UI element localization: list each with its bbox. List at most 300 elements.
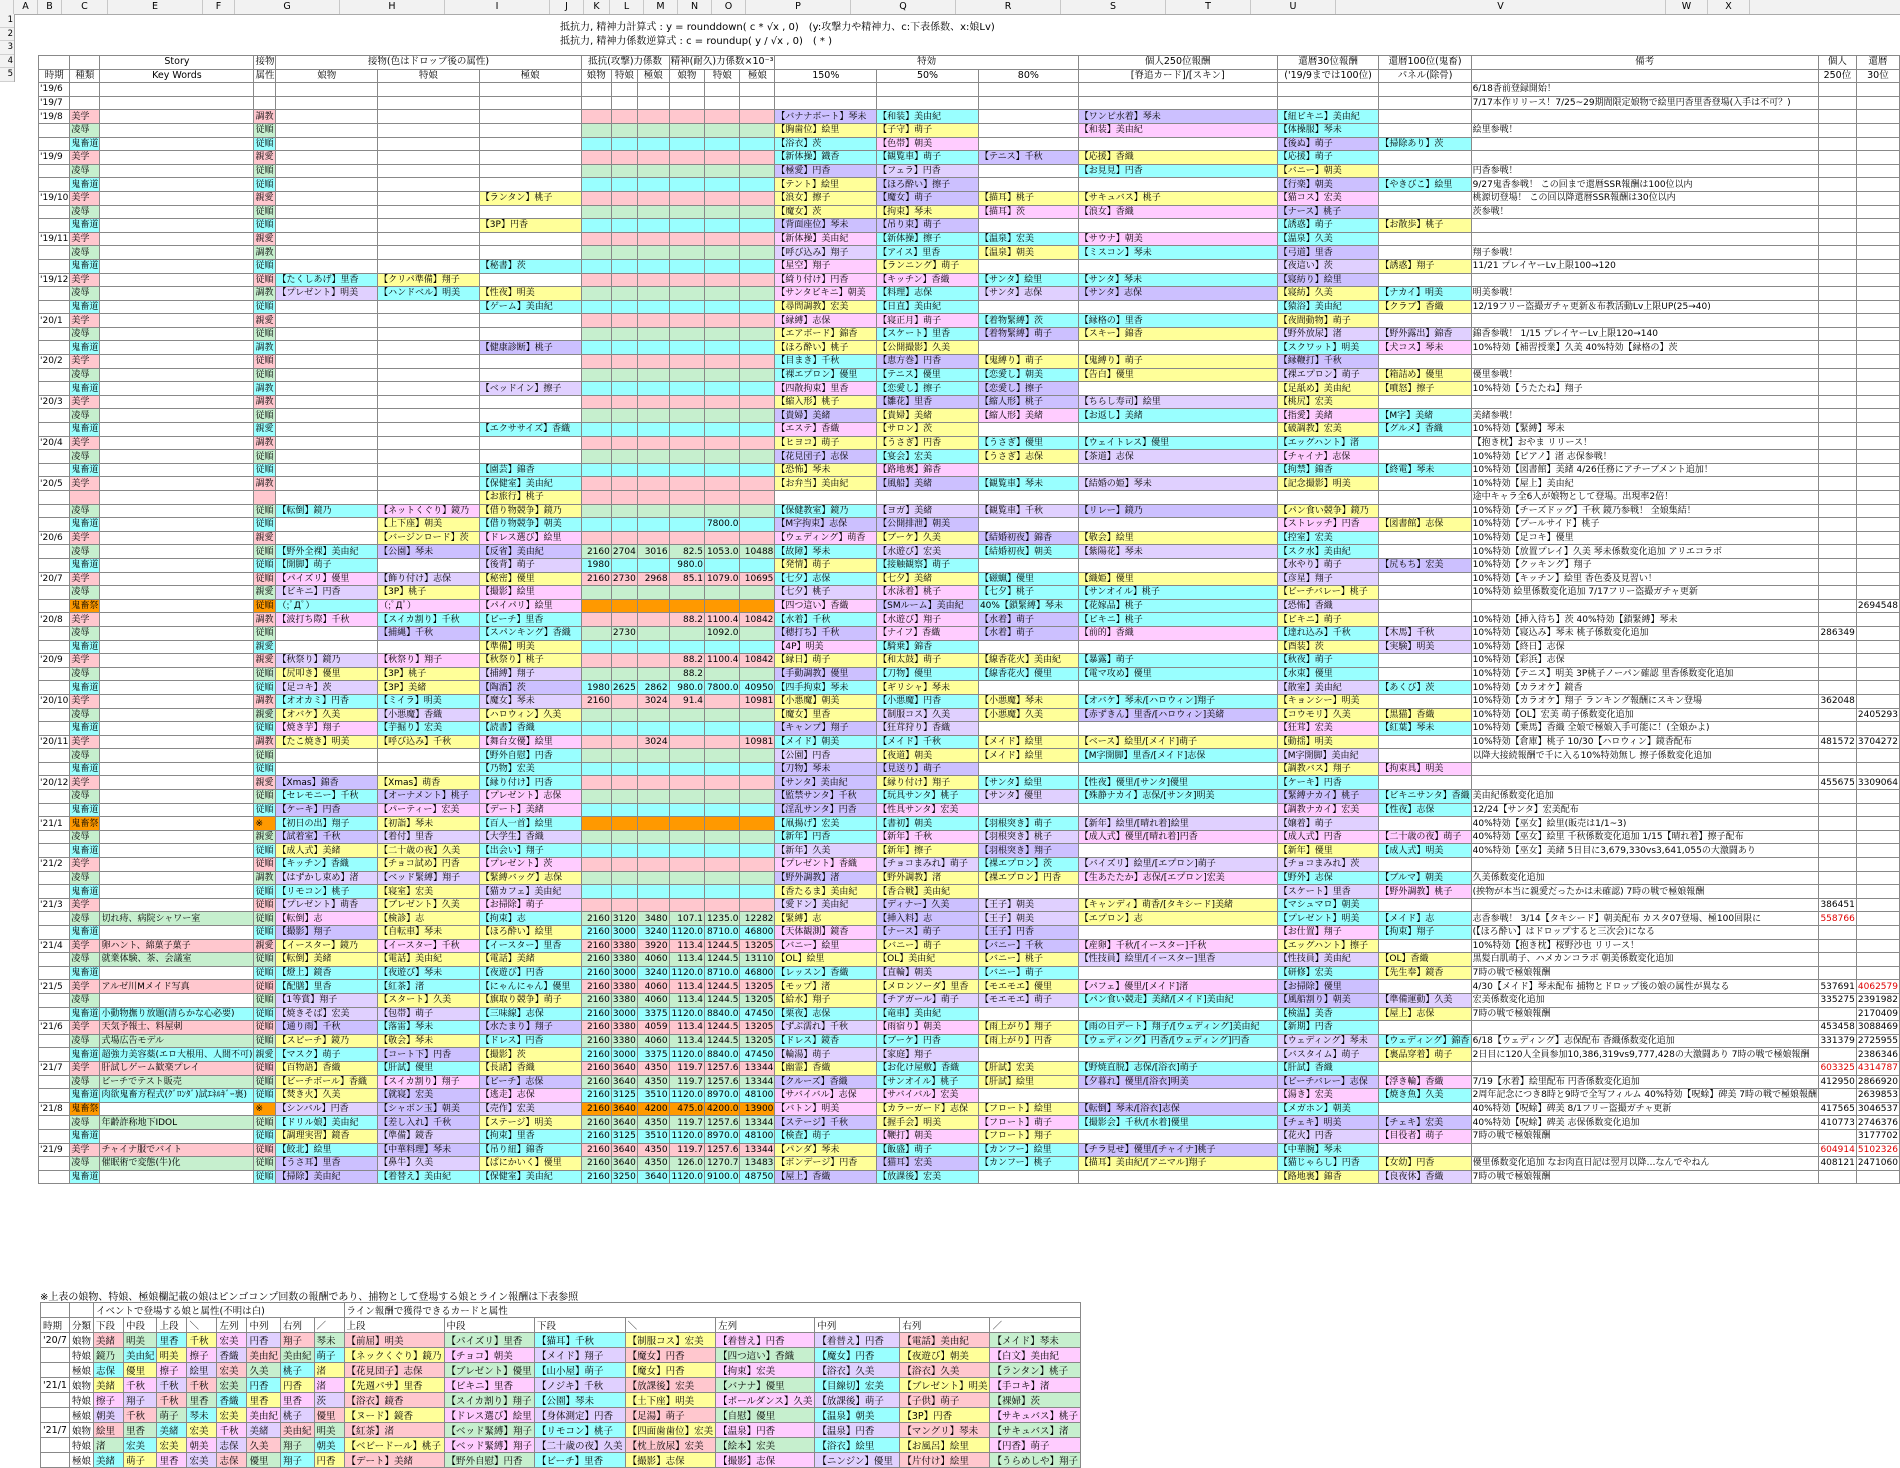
column-letter[interactable]: F — [203, 0, 235, 14]
rate80-cell[interactable] — [978, 110, 1078, 124]
rate150-cell[interactable]: 【給水】翔子 — [775, 993, 877, 1007]
coef-cell[interactable]: 3640 — [612, 1076, 636, 1087]
special-cell[interactable]: 【夜遊び】琴未 — [378, 966, 480, 980]
ultimate-cell[interactable]: 【ほろ酔い】絵里 — [479, 926, 581, 940]
ultimate-cell[interactable] — [479, 151, 581, 165]
sub-period[interactable] — [41, 1363, 70, 1378]
rate150-cell[interactable]: 【屋上】香織 — [775, 1170, 877, 1184]
sub-card[interactable]: 【放課後】宏美 — [625, 1378, 716, 1393]
type-cell[interactable]: 凌辱 — [70, 205, 100, 219]
coef-cell[interactable] — [705, 191, 740, 205]
reward30-cell[interactable]: 【メガホン】朝美 — [1277, 1102, 1379, 1116]
notes-cell[interactable] — [1471, 137, 1818, 151]
sub-girl[interactable]: 里香 — [281, 1393, 315, 1408]
hdr-rank250[interactable]: 個人 — [1819, 56, 1857, 70]
rank250-cell[interactable] — [1819, 830, 1857, 844]
coef-cell[interactable] — [637, 314, 669, 328]
type-cell[interactable]: 鬼畜道 — [71, 1049, 99, 1060]
sub-card[interactable]: 【ベッド緊縛】翔子 — [444, 1423, 535, 1438]
prey-cell[interactable] — [276, 355, 378, 369]
coef-cell[interactable] — [637, 586, 669, 600]
sub-card[interactable]: 【バナナ】優里 — [716, 1378, 815, 1393]
story-cell[interactable] — [100, 926, 254, 940]
prey-cell[interactable]: 【たくしあげ】里香 — [276, 273, 378, 287]
rate80-cell[interactable] — [978, 762, 1078, 776]
sub-girl[interactable]: 宏美 — [123, 1438, 157, 1453]
rate80-cell[interactable]: 【裸エプロン】円香 — [978, 871, 1078, 885]
rank250-cell[interactable]: 417565 — [1820, 1104, 1855, 1115]
coef-cell[interactable] — [705, 762, 740, 776]
prey-cell[interactable]: 【初日の出】翔子 — [276, 817, 378, 831]
special-cell[interactable] — [378, 96, 480, 110]
reward100-cell[interactable]: 【先生奉】鏡香 — [1379, 966, 1471, 980]
period-cell[interactable] — [39, 205, 70, 219]
special-cell[interactable] — [378, 110, 480, 124]
rate150-cell[interactable]: 【新体操】美由紀 — [775, 232, 877, 246]
rank30-cell[interactable] — [1856, 545, 1899, 559]
notes-cell[interactable]: 錦香参戦！ 1/15 プレイヤーLv上限120→140 — [1471, 327, 1818, 341]
rate50-cell[interactable] — [877, 96, 979, 110]
hdr-reward250[interactable]: 個人250位報酬 — [1078, 56, 1277, 70]
story-cell[interactable] — [100, 219, 254, 233]
coef-cell[interactable] — [740, 858, 775, 872]
story-cell[interactable]: アルゼ川Mメイド写真 — [100, 980, 254, 994]
hdr-rate50[interactable]: 50% — [877, 69, 979, 83]
type-cell[interactable]: 凌辱 — [70, 504, 100, 518]
coef-cell[interactable]: 1120.0 — [669, 1007, 704, 1021]
coef-cell[interactable] — [740, 749, 775, 763]
reward250-cell[interactable]: 【殊静ナカイ】志保/[サンタ]明美 — [1078, 790, 1277, 804]
coef-cell[interactable]: 2160 — [581, 1129, 611, 1143]
rank250-cell[interactable] — [1819, 259, 1857, 273]
type-cell[interactable]: 鬼畜道 — [71, 927, 99, 938]
special-cell[interactable] — [378, 762, 480, 776]
reward250-cell[interactable] — [1078, 518, 1277, 532]
sub-girl[interactable]: 優里 — [314, 1408, 344, 1423]
sub-girl[interactable]: 美緒 — [93, 1333, 123, 1348]
reward100-cell[interactable] — [1379, 545, 1471, 559]
coef-cell[interactable] — [740, 708, 775, 722]
prey-cell[interactable]: 【転倒】志 — [276, 912, 378, 926]
type-cell[interactable]: 鬼畜道 — [71, 845, 99, 856]
coef-cell[interactable] — [611, 123, 637, 137]
coef-cell[interactable] — [637, 504, 669, 518]
ultimate-cell[interactable]: 【三味線】志保 — [479, 1007, 581, 1021]
coef-cell[interactable] — [581, 626, 611, 640]
coef-cell[interactable] — [740, 259, 775, 273]
period-cell[interactable] — [39, 1170, 70, 1184]
coef-cell[interactable] — [637, 83, 669, 97]
coef-cell[interactable]: 2160 — [581, 953, 611, 967]
coef-cell[interactable] — [637, 626, 669, 640]
story-cell[interactable] — [100, 382, 254, 396]
rate80-cell[interactable]: 【王子】朝美 — [978, 912, 1078, 926]
special-cell[interactable]: 【チョコ試め】円香 — [378, 858, 480, 872]
prey-cell[interactable] — [276, 450, 378, 464]
notes-cell[interactable]: 10%特効【クッキング】翔子 — [1471, 558, 1818, 572]
attr-cell[interactable]: 従順 — [254, 803, 276, 817]
special-cell[interactable]: 【二十歳の夜】久美 — [378, 844, 480, 858]
reward250-cell[interactable] — [1078, 219, 1277, 233]
reward30-cell[interactable]: 【紐ビキニ】美由紀 — [1277, 110, 1379, 124]
rate50-cell[interactable]: 【玩具サンタ】桃子 — [877, 790, 979, 804]
coef-cell[interactable] — [581, 246, 611, 260]
attr-cell[interactable]: 調教 — [254, 341, 276, 355]
reward250-cell[interactable]: 【野焼直脱】志保/[浴衣]萌子 — [1078, 1061, 1277, 1075]
attr-cell[interactable]: 親愛 — [254, 640, 276, 654]
rank30-cell[interactable] — [1856, 327, 1899, 341]
special-cell[interactable]: 【就寝】宏美 — [378, 1089, 480, 1103]
story-cell[interactable] — [100, 545, 254, 559]
sub-hdr-col[interactable]: 中列 — [247, 1318, 281, 1333]
coef-cell[interactable]: 119.7 — [669, 1116, 704, 1130]
coef-cell[interactable] — [581, 531, 611, 545]
rate50-cell[interactable]: 【SMルーム】美由紀 — [877, 599, 979, 613]
coef-cell[interactable]: 46800 — [740, 966, 775, 980]
coef-cell[interactable] — [581, 178, 611, 192]
type-cell[interactable]: 美学 — [70, 232, 100, 246]
sub-card[interactable]: 【野外自慰】円香 — [444, 1453, 535, 1468]
period-cell[interactable]: '20/12 — [40, 777, 69, 788]
prey-cell[interactable] — [276, 491, 378, 505]
sub-card[interactable]: 【ドレス選び】絵里 — [444, 1408, 535, 1423]
reward250-cell[interactable] — [1078, 259, 1277, 273]
column-letter[interactable]: W — [1666, 0, 1708, 14]
reward30-cell[interactable]: 【動揺】明美 — [1277, 735, 1379, 749]
coef-cell[interactable] — [669, 518, 704, 532]
rate80-cell[interactable]: 【鬼縛り】萌子 — [978, 355, 1078, 369]
column-letter[interactable]: Q — [851, 0, 956, 14]
rank250-cell[interactable]: 335275 — [1820, 995, 1855, 1006]
ultimate-cell[interactable]: 【3P】円香 — [479, 219, 581, 233]
rank30-cell[interactable] — [1856, 368, 1899, 382]
notes-cell[interactable]: 10%特効【カラオケ】翔子 ランキング報酬にスキン登場 — [1471, 694, 1818, 708]
ultimate-cell[interactable]: 【乃物】宏美 — [479, 762, 581, 776]
sub-girl[interactable]: 美緒 — [93, 1378, 123, 1393]
coef-cell[interactable] — [740, 164, 775, 178]
coef-cell[interactable]: 1257.6 — [705, 1075, 740, 1089]
sub-card[interactable]: 【自慰】優里 — [716, 1408, 815, 1423]
rate80-cell[interactable] — [978, 558, 1078, 572]
column-letter[interactable]: N — [678, 0, 712, 14]
type-cell[interactable]: 凌辱 — [70, 1116, 100, 1130]
reward100-cell[interactable]: 【噴怒】擦子 — [1379, 382, 1471, 396]
reward250-cell[interactable] — [1078, 1089, 1277, 1103]
rank250-cell[interactable] — [1819, 749, 1857, 763]
coef-cell[interactable] — [740, 96, 775, 110]
sub-girl[interactable]: 香織 — [217, 1348, 247, 1363]
coef-cell[interactable]: 3000 — [612, 927, 636, 938]
rank30-cell[interactable]: 5102326 — [1857, 1144, 1898, 1155]
rank30-cell[interactable] — [1856, 83, 1899, 97]
coef-cell[interactable]: 4060 — [637, 1034, 669, 1048]
type-cell[interactable]: 美学 — [70, 858, 100, 872]
reward100-cell[interactable] — [1379, 572, 1471, 586]
coef-cell[interactable] — [669, 477, 704, 491]
reward100-cell[interactable]: 【女幼】円香 — [1379, 1157, 1471, 1171]
rate80-cell[interactable] — [978, 885, 1078, 899]
type-cell[interactable]: 凌辱 — [70, 164, 100, 178]
column-letter[interactable]: B — [38, 0, 62, 14]
reward100-cell[interactable] — [1379, 395, 1471, 409]
attr-cell[interactable]: 親愛 — [254, 1048, 276, 1062]
rank30-cell[interactable] — [1856, 790, 1899, 804]
ultimate-cell[interactable]: 【イースター】里香 — [479, 939, 581, 953]
prey-cell[interactable] — [276, 123, 378, 137]
coef-cell[interactable]: 13344 — [740, 1075, 775, 1089]
coef-cell[interactable] — [637, 382, 669, 396]
rate50-cell[interactable]: 【竜車】美由紀 — [877, 1007, 979, 1021]
sub-period[interactable] — [41, 1438, 70, 1453]
coef-cell[interactable] — [611, 722, 637, 736]
rank250-cell[interactable] — [1819, 518, 1857, 532]
coef-cell[interactable]: 1257.6 — [705, 1116, 740, 1130]
period-cell[interactable] — [39, 667, 70, 681]
special-cell[interactable]: 【呼び込み】千秋 — [378, 735, 480, 749]
sub-girl[interactable]: 琴未 — [187, 1408, 217, 1423]
rate150-cell[interactable]: 【小悪魔】朝美 — [775, 694, 877, 708]
reward30-cell[interactable]: 【マシュマロ】朝美 — [1277, 898, 1379, 912]
rank30-cell[interactable] — [1856, 817, 1899, 831]
coef-cell[interactable]: 88.2 — [669, 667, 704, 681]
sub-hdr-col[interactable]: 左列 — [217, 1318, 247, 1333]
rate50-cell[interactable]: 【ブーケ】円香 — [877, 1034, 979, 1048]
sub-girl[interactable]: 久美 — [247, 1363, 281, 1378]
sub-card[interactable]: 【リモコン】桃子 — [535, 1423, 626, 1438]
coef-cell[interactable]: 9100.0 — [705, 1170, 740, 1184]
rank30-cell[interactable] — [1856, 926, 1899, 940]
reward100-cell[interactable] — [1379, 667, 1471, 681]
story-cell[interactable] — [100, 314, 254, 328]
reward30-cell[interactable]: 【夜間動物】萌子 — [1277, 314, 1379, 328]
sub-girl[interactable]: 香織 — [217, 1393, 247, 1408]
reward250-cell[interactable]: 【スキー】錦香 — [1078, 327, 1277, 341]
attr-cell[interactable]: 従順 — [254, 926, 276, 940]
sub-hdr-col[interactable]: 右列 — [281, 1318, 315, 1333]
coef-cell[interactable]: 2160 — [581, 694, 611, 708]
coef-cell[interactable] — [581, 191, 611, 205]
reward30-cell[interactable]: 【スクワット】明美 — [1277, 341, 1379, 355]
sub-girl[interactable]: 志保 — [217, 1438, 247, 1453]
coef-cell[interactable] — [669, 368, 704, 382]
prey-cell[interactable]: 【調理実習】鏡香 — [276, 1129, 378, 1143]
coef-cell[interactable] — [581, 871, 611, 885]
sub-girl[interactable]: 千秋 — [157, 1393, 187, 1408]
hdr-reward30[interactable]: 還暦30位報酬 — [1277, 56, 1379, 70]
reward30-cell[interactable]: 【M字開脚】美由紀 — [1277, 749, 1379, 763]
notes-cell[interactable]: 10%特効【倉庫】桃子 10/30【ハロウィン】鏡香配布 — [1471, 735, 1818, 749]
coef-cell[interactable] — [669, 531, 704, 545]
reward250-cell[interactable]: 【敬会】絵里 — [1078, 531, 1277, 545]
coef-cell[interactable] — [740, 803, 775, 817]
story-cell[interactable]: 卵ハント、綿菓子菓子 — [100, 939, 254, 953]
ultimate-cell[interactable]: 【借り物競争】朝美 — [479, 518, 581, 532]
reward250-cell[interactable]: 【赤ずきん】里香/[ハロウィン]美緒 — [1078, 708, 1277, 722]
story-cell[interactable] — [100, 790, 254, 804]
rank30-cell[interactable] — [1856, 191, 1899, 205]
coef-cell[interactable] — [740, 436, 775, 450]
coef-cell[interactable] — [581, 749, 611, 763]
coef-cell[interactable] — [581, 599, 611, 613]
special-cell[interactable]: 【ベッド緊縛】翔子 — [378, 871, 480, 885]
coef-cell[interactable]: 82.5 — [669, 545, 704, 559]
type-cell[interactable]: 美学 — [70, 191, 100, 205]
rate150-cell[interactable]: 【新体操】鐡香 — [775, 151, 877, 165]
coef-cell[interactable] — [705, 463, 740, 477]
special-cell[interactable] — [378, 341, 480, 355]
sub-girl[interactable]: 円香 — [314, 1453, 344, 1468]
rate150-cell[interactable]: 【綺り付け】円香 — [775, 273, 877, 287]
rate150-cell[interactable]: 【輪湯】萌子 — [775, 1048, 877, 1062]
ultimate-cell[interactable]: 【ランタン】桃子 — [479, 191, 581, 205]
sub-girl[interactable]: 里香 — [157, 1333, 187, 1348]
coef-cell[interactable] — [637, 341, 669, 355]
coef-cell[interactable] — [669, 749, 704, 763]
coef-cell[interactable] — [705, 749, 740, 763]
story-cell[interactable] — [100, 477, 254, 491]
period-cell[interactable] — [39, 463, 70, 477]
ultimate-cell[interactable] — [479, 232, 581, 246]
rank250-cell[interactable] — [1819, 477, 1857, 491]
coef-cell[interactable] — [611, 858, 637, 872]
rank250-cell[interactable] — [1819, 708, 1857, 722]
reward250-cell[interactable] — [1078, 83, 1277, 97]
coef-cell[interactable] — [581, 858, 611, 872]
rate50-cell[interactable]: 【テニス】優里 — [877, 368, 979, 382]
attr-cell[interactable]: 親愛 — [254, 830, 276, 844]
rank250-cell[interactable] — [1819, 355, 1857, 369]
sub-card[interactable]: 【浴衣】絵里 — [815, 1438, 900, 1453]
reward30-cell[interactable]: 【酉装】茨 — [1277, 640, 1379, 654]
reward30-cell[interactable]: 【記念撮影】明美 — [1277, 477, 1379, 491]
type-cell[interactable]: 美学 — [70, 395, 100, 409]
column-letter[interactable]: J — [550, 0, 584, 14]
reward250-cell[interactable] — [1078, 722, 1277, 736]
reward250-cell[interactable]: 【M字開脚】里香/[メイド]志保 — [1078, 749, 1277, 763]
sub-card[interactable]: 【山小屋】萌子 — [535, 1363, 626, 1378]
rate80-cell[interactable]: 【恋愛し】擦子 — [978, 382, 1078, 396]
rate80-cell[interactable]: 【王子】円香 — [978, 926, 1078, 940]
notes-cell[interactable]: 10%特効【補習授業】久美 40%特効【縁格の】茨 — [1471, 341, 1818, 355]
rate50-cell[interactable]: 【子守】萌子 — [877, 123, 979, 137]
prey-cell[interactable]: 【パイズリ】優里 — [276, 572, 378, 586]
coef-cell[interactable] — [669, 232, 704, 246]
story-cell[interactable] — [100, 722, 254, 736]
special-cell[interactable] — [378, 640, 480, 654]
ultimate-cell[interactable]: 【百人一首】絵里 — [479, 817, 581, 831]
sub-girl[interactable]: 美緒 — [93, 1453, 123, 1468]
ultimate-cell[interactable]: 【エクササイズ】香織 — [479, 423, 581, 437]
coef-cell[interactable]: 1100.4 — [705, 654, 740, 668]
story-cell[interactable] — [100, 83, 254, 97]
coef-cell[interactable]: 7800.0 — [705, 518, 740, 532]
ultimate-cell[interactable]: 【プレゼント】志保 — [479, 790, 581, 804]
coef-cell[interactable]: 47450 — [740, 1048, 775, 1062]
rate80-cell[interactable]: 【肝試】絵里 — [978, 1075, 1078, 1089]
coef-cell[interactable]: 3510 — [637, 1129, 669, 1143]
rate150-cell[interactable]: 【浴衣】茨 — [775, 137, 877, 151]
coef-cell[interactable] — [669, 246, 704, 260]
rate150-cell[interactable]: 【淫乱サンタ】円香 — [775, 803, 877, 817]
reward30-cell[interactable]: 【猫じゃらし】円香 — [1277, 1157, 1379, 1171]
coef-cell[interactable] — [611, 436, 637, 450]
coef-cell[interactable] — [705, 368, 740, 382]
attr-cell[interactable]: 親愛 — [254, 423, 276, 437]
coef-cell[interactable] — [669, 722, 704, 736]
notes-cell[interactable]: 6/18香前登録開始！ — [1471, 83, 1818, 97]
rate150-cell[interactable]: 【恐怖】琴未 — [775, 463, 877, 477]
rate80-cell[interactable] — [978, 463, 1078, 477]
hdr-attr[interactable]: 接物 — [255, 56, 275, 68]
coef-cell[interactable] — [740, 477, 775, 491]
attr-cell[interactable]: 調教 — [254, 110, 276, 124]
reward100-cell[interactable] — [1379, 504, 1471, 518]
attr-cell[interactable]: 従順 — [254, 966, 276, 980]
reward30-cell[interactable]: 【ビーチバレー】志保 — [1277, 1075, 1379, 1089]
notes-cell[interactable] — [1471, 599, 1818, 613]
story-cell[interactable] — [100, 1102, 254, 1116]
period-cell[interactable]: '20/8 — [39, 613, 70, 627]
coef-cell[interactable] — [611, 232, 637, 246]
prey-cell[interactable]: 【オバケ】久美 — [276, 708, 378, 722]
rate150-cell[interactable] — [775, 96, 877, 110]
rate80-cell[interactable]: 【裸エプロン】茨 — [978, 858, 1078, 872]
sub-card[interactable]: 【浴衣】鏡香 — [344, 1393, 444, 1408]
period-cell[interactable] — [39, 1048, 70, 1062]
column-letter[interactable]: M — [644, 0, 678, 14]
rate80-cell[interactable]: 【モエモエ】優里 — [978, 980, 1078, 994]
special-cell[interactable] — [378, 191, 480, 205]
prey-cell[interactable]: 【1等賞】翔子 — [276, 993, 378, 1007]
special-cell[interactable]: 【検診】志 — [378, 912, 480, 926]
reward30-cell[interactable]: 【猫コス】宏美 — [1277, 191, 1379, 205]
period-cell[interactable] — [39, 327, 70, 341]
rate150-cell[interactable]: 【花見団子】志保 — [775, 450, 877, 464]
coef-cell[interactable] — [637, 219, 669, 233]
reward30-cell[interactable]: 【路地裏】錦香 — [1277, 1170, 1379, 1184]
reward100-cell[interactable]: 【チェキ】宏美 — [1379, 1116, 1471, 1130]
rank250-cell[interactable] — [1819, 1170, 1857, 1184]
ultimate-cell[interactable] — [479, 178, 581, 192]
rate150-cell[interactable]: 【背面座位】琴未 — [775, 219, 877, 233]
rank30-cell[interactable] — [1856, 681, 1899, 695]
coef-cell[interactable]: 1980 — [581, 558, 611, 572]
sub-girl[interactable]: 円香 — [247, 1378, 281, 1393]
rate80-cell[interactable] — [978, 518, 1078, 532]
rank30-cell[interactable]: 2639853 — [1857, 1090, 1898, 1101]
story-cell[interactable]: 年齢詐称地下IDOL — [100, 1116, 254, 1130]
sub-hdr-col[interactable]: 上段 — [157, 1318, 187, 1333]
special-cell[interactable]: 【イースター】千秋 — [378, 939, 480, 953]
type-cell[interactable]: 凌辱 — [70, 953, 100, 967]
coef-cell[interactable]: 2160 — [581, 980, 611, 994]
coef-cell[interactable]: 3024 — [637, 735, 669, 749]
rate50-cell[interactable]: 【路地裏】錦香 — [877, 463, 979, 477]
rate150-cell[interactable]: 【検査】萌子 — [775, 1129, 877, 1143]
coef-cell[interactable]: 2160 — [581, 939, 611, 953]
ultimate-cell[interactable]: 【水たまり】翔子 — [479, 1021, 581, 1035]
coef-cell[interactable] — [705, 423, 740, 437]
coef-cell[interactable] — [611, 667, 637, 681]
reward30-cell[interactable]: 【破調教】宏美 — [1277, 423, 1379, 437]
reward30-cell[interactable]: 【性技員】美由紀 — [1277, 953, 1379, 967]
sub-card[interactable]: 【浴衣】久美 — [815, 1363, 900, 1378]
rank30-cell[interactable] — [1856, 219, 1899, 233]
reward250-cell[interactable]: 【描耳】美由紀/[アニマル]翔子 — [1078, 1157, 1277, 1171]
rate150-cell[interactable]: 【故障】琴未 — [775, 545, 877, 559]
rank30-cell[interactable] — [1856, 395, 1899, 409]
coef-cell[interactable] — [669, 735, 704, 749]
